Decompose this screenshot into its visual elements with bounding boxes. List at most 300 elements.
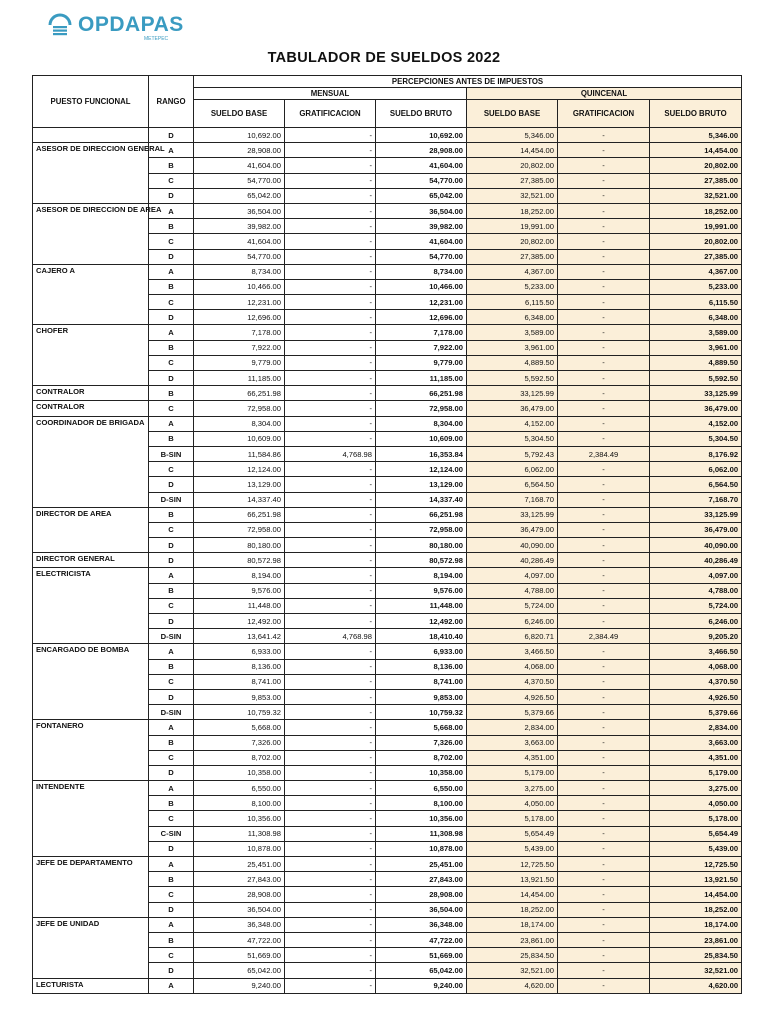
mensual-sueldo-bruto-cell: 9,576.00 [376,583,467,598]
mensual-sueldo-base-cell: 13,641.42 [194,629,285,644]
mensual-sueldo-base-cell: 7,326.00 [194,735,285,750]
quincenal-sueldo-bruto-cell: 27,385.00 [650,173,742,188]
mensual-gratificacion-cell: - [285,750,376,765]
rango-cell: B [149,279,194,294]
quincenal-sueldo-base-cell: 5,178.00 [467,811,558,826]
quincenal-sueldo-bruto-cell: 18,174.00 [650,917,742,932]
mensual-sueldo-base-cell: 28,908.00 [194,887,285,902]
mensual-gratificacion-cell: - [285,568,376,583]
quincenal-sueldo-base-cell: 4,620.00 [467,978,558,993]
mensual-sueldo-bruto-cell: 9,240.00 [376,978,467,993]
rango-cell: B [149,158,194,173]
table-row [33,917,742,932]
mensual-gratificacion-cell: - [285,917,376,932]
mensual-sueldo-bruto-cell: 10,609.00 [376,431,467,446]
mensual-gratificacion-cell: - [285,963,376,978]
table-row [33,644,742,659]
quincenal-sueldo-base-cell: 4,050.00 [467,796,558,811]
mensual-sueldo-base-cell: 27,843.00 [194,872,285,887]
quincenal-gratificacion-cell: - [558,310,650,325]
quincenal-sueldo-bruto-cell: 36,479.00 [650,522,742,537]
mensual-sueldo-base-cell: 9,779.00 [194,355,285,370]
mensual-sueldo-base-cell: 6,933.00 [194,644,285,659]
quincenal-gratificacion-cell: - [558,674,650,689]
mensual-gratificacion-cell: - [285,948,376,963]
rango-cell: D [149,614,194,629]
mensual-sueldo-base-cell: 8,100.00 [194,796,285,811]
rango-cell: C [149,401,194,416]
quincenal-sueldo-base-cell: 6,246.00 [467,614,558,629]
quincenal-sueldo-base-cell: 4,068.00 [467,659,558,674]
mensual-gratificacion-cell: - [285,765,376,780]
quincenal-sueldo-bruto-cell: 19,991.00 [650,219,742,234]
mensual-gratificacion-cell: - [285,841,376,856]
quincenal-sueldo-base-cell: 4,788.00 [467,583,558,598]
mensual-sueldo-base-cell: 12,696.00 [194,310,285,325]
quincenal-sueldo-bruto-cell: 4,351.00 [650,750,742,765]
rango-cell: A [149,720,194,735]
quincenal-gratificacion-cell: - [558,932,650,947]
rango-cell: D [149,902,194,917]
quincenal-sueldo-bruto-cell: 27,385.00 [650,249,742,264]
mensual-gratificacion-cell: - [285,720,376,735]
mensual-sueldo-base-cell: 41,604.00 [194,234,285,249]
mensual-sueldo-bruto-cell: 41,604.00 [376,158,467,173]
mensual-gratificacion-cell: - [285,689,376,704]
quincenal-sueldo-bruto-cell: 5,439.00 [650,841,742,856]
table-row [33,978,742,993]
quincenal-sueldo-bruto-cell: 4,788.00 [650,583,742,598]
mensual-sueldo-bruto-cell: 11,448.00 [376,598,467,613]
mensual-sueldo-base-cell: 11,584.86 [194,446,285,461]
quincenal-gratificacion-cell: - [558,948,650,963]
mensual-sueldo-bruto-cell: 9,853.00 [376,689,467,704]
mensual-sueldo-bruto-cell: 11,185.00 [376,371,467,386]
mensual-gratificacion-cell: - [285,431,376,446]
quincenal-gratificacion-cell: - [558,386,650,401]
quincenal-sueldo-bruto-cell: 5,304.50 [650,431,742,446]
mensual-sueldo-bruto-cell: 51,669.00 [376,948,467,963]
quincenal-sueldo-base-cell: 13,921.50 [467,872,558,887]
rango-cell: B [149,796,194,811]
rango-cell: C [149,234,194,249]
mensual-sueldo-base-cell: 14,337.40 [194,492,285,507]
quincenal-sueldo-base-cell: 27,385.00 [467,173,558,188]
mensual-sueldo-bruto-cell: 12,696.00 [376,310,467,325]
mensual-sueldo-base-cell: 36,504.00 [194,203,285,218]
mensual-sueldo-base-cell: 39,982.00 [194,219,285,234]
quincenal-gratificacion-cell: - [558,249,650,264]
rango-cell: A [149,325,194,340]
quincenal-sueldo-bruto-cell: 8,176.92 [650,446,742,461]
quincenal-sueldo-bruto-cell: 13,921.50 [650,872,742,887]
opdapas-logo-icon [48,14,72,36]
mensual-sueldo-base-cell: 66,251.98 [194,386,285,401]
quincenal-sueldo-bruto-cell: 4,097.00 [650,568,742,583]
rango-cell: B [149,932,194,947]
quincenal-sueldo-base-cell: 5,233.00 [467,279,558,294]
rango-cell: C [149,295,194,310]
quincenal-sueldo-base-cell: 2,834.00 [467,720,558,735]
table-row [33,386,742,401]
mensual-sueldo-bruto-cell: 36,504.00 [376,902,467,917]
quincenal-sueldo-bruto-cell: 5,233.00 [650,279,742,294]
quincenal-sueldo-bruto-cell: 4,068.00 [650,659,742,674]
table-row [33,568,742,583]
quincenal-sueldo-bruto-cell: 7,168.70 [650,492,742,507]
mensual-gratificacion-cell: 4,768.98 [285,446,376,461]
rango-cell: D-SIN [149,705,194,720]
header-rango: RANGO [149,76,194,128]
mensual-sueldo-bruto-cell: 72,958.00 [376,401,467,416]
rango-cell: A [149,416,194,431]
mensual-sueldo-bruto-cell: 8,702.00 [376,750,467,765]
quincenal-sueldo-bruto-cell: 4,152.00 [650,416,742,431]
quincenal-sueldo-bruto-cell: 4,926.50 [650,689,742,704]
quincenal-sueldo-base-cell: 3,663.00 [467,735,558,750]
mensual-gratificacion-cell: - [285,705,376,720]
rango-cell: D [149,477,194,492]
quincenal-gratificacion-cell: - [558,538,650,553]
mensual-sueldo-bruto-cell: 27,843.00 [376,872,467,887]
quincenal-gratificacion-cell: - [558,340,650,355]
mensual-gratificacion-cell: - [285,295,376,310]
table-row [33,325,742,340]
mensual-gratificacion-cell: - [285,477,376,492]
mensual-sueldo-bruto-cell: 80,572.98 [376,553,467,568]
rango-cell: B [149,507,194,522]
mensual-gratificacion-cell: - [285,325,376,340]
quincenal-gratificacion-cell: 2,384.49 [558,446,650,461]
quincenal-gratificacion-cell: - [558,917,650,932]
logo-subtext: METEPEC [144,36,169,42]
mensual-sueldo-base-cell: 10,759.32 [194,705,285,720]
quincenal-sueldo-bruto-cell: 18,252.00 [650,902,742,917]
mensual-sueldo-base-cell: 7,178.00 [194,325,285,340]
mensual-sueldo-base-cell: 8,136.00 [194,659,285,674]
puesto-cell: JEFE DE UNIDAD [33,917,149,978]
mensual-sueldo-base-cell: 10,692.00 [194,128,285,143]
rango-cell: D [149,841,194,856]
mensual-gratificacion-cell: - [285,462,376,477]
rango-cell: D [149,128,194,143]
mensual-gratificacion-cell: - [285,264,376,279]
table-row [33,264,742,279]
quincenal-sueldo-base-cell: 7,168.70 [467,492,558,507]
quincenal-sueldo-bruto-cell: 20,802.00 [650,234,742,249]
rango-cell: C [149,355,194,370]
quincenal-sueldo-base-cell: 5,592.50 [467,371,558,386]
quincenal-sueldo-base-cell: 6,062.00 [467,462,558,477]
quincenal-sueldo-base-cell: 4,097.00 [467,568,558,583]
mensual-gratificacion-cell: - [285,872,376,887]
quincenal-sueldo-base-cell: 23,861.00 [467,932,558,947]
mensual-gratificacion-cell: - [285,826,376,841]
quincenal-gratificacion-cell: - [558,902,650,917]
quincenal-sueldo-base-cell: 4,152.00 [467,416,558,431]
rango-cell: A [149,781,194,796]
mensual-sueldo-bruto-cell: 65,042.00 [376,188,467,203]
mensual-sueldo-bruto-cell: 47,722.00 [376,932,467,947]
mensual-sueldo-bruto-cell: 66,251.98 [376,386,467,401]
mensual-sueldo-base-cell: 7,922.00 [194,340,285,355]
header-quincenal-sueldo-base: SUELDO BASE [467,100,558,128]
quincenal-gratificacion-cell: - [558,462,650,477]
quincenal-sueldo-bruto-cell: 6,115.50 [650,295,742,310]
table-row [33,857,742,872]
mensual-sueldo-base-cell: 47,722.00 [194,932,285,947]
quincenal-sueldo-bruto-cell: 33,125.99 [650,507,742,522]
quincenal-gratificacion-cell: - [558,598,650,613]
rango-cell: C-SIN [149,826,194,841]
quincenal-gratificacion-cell: - [558,522,650,537]
rango-cell: B [149,872,194,887]
quincenal-gratificacion-cell: - [558,219,650,234]
quincenal-sueldo-base-cell: 18,252.00 [467,902,558,917]
quincenal-sueldo-bruto-cell: 5,179.00 [650,765,742,780]
quincenal-sueldo-bruto-cell: 3,275.00 [650,781,742,796]
mensual-sueldo-base-cell: 8,304.00 [194,416,285,431]
quincenal-sueldo-bruto-cell: 9,205.20 [650,629,742,644]
quincenal-gratificacion-cell: - [558,781,650,796]
mensual-gratificacion-cell: - [285,553,376,568]
rango-cell: B [149,431,194,446]
quincenal-sueldo-bruto-cell: 5,654.49 [650,826,742,841]
mensual-sueldo-base-cell: 54,770.00 [194,173,285,188]
quincenal-gratificacion-cell: - [558,689,650,704]
quincenal-gratificacion-cell: - [558,371,650,386]
mensual-sueldo-bruto-cell: 8,100.00 [376,796,467,811]
mensual-sueldo-base-cell: 12,492.00 [194,614,285,629]
quincenal-sueldo-base-cell: 6,115.50 [467,295,558,310]
mensual-gratificacion-cell: - [285,583,376,598]
quincenal-sueldo-base-cell: 3,275.00 [467,781,558,796]
quincenal-gratificacion-cell: - [558,295,650,310]
mensual-gratificacion-cell: - [285,355,376,370]
quincenal-sueldo-base-cell: 3,589.00 [467,325,558,340]
mensual-sueldo-bruto-cell: 18,410.40 [376,629,467,644]
mensual-gratificacion-cell: - [285,781,376,796]
quincenal-sueldo-bruto-cell: 25,834.50 [650,948,742,963]
quincenal-sueldo-bruto-cell: 6,564.50 [650,477,742,492]
puesto-cell: COORDINADOR DE BRIGADA [33,416,149,507]
mensual-sueldo-base-cell: 12,231.00 [194,295,285,310]
mensual-gratificacion-cell: - [285,416,376,431]
mensual-sueldo-bruto-cell: 25,451.00 [376,857,467,872]
mensual-gratificacion-cell: - [285,143,376,158]
rango-cell: A [149,644,194,659]
mensual-sueldo-bruto-cell: 36,504.00 [376,203,467,218]
quincenal-sueldo-bruto-cell: 6,246.00 [650,614,742,629]
quincenal-sueldo-bruto-cell: 18,252.00 [650,203,742,218]
quincenal-sueldo-base-cell: 5,792.43 [467,446,558,461]
mensual-sueldo-bruto-cell: 10,358.00 [376,765,467,780]
quincenal-sueldo-base-cell: 5,179.00 [467,765,558,780]
mensual-sueldo-bruto-cell: 8,734.00 [376,264,467,279]
quincenal-gratificacion-cell: - [558,431,650,446]
quincenal-sueldo-base-cell: 4,370.50 [467,674,558,689]
mensual-gratificacion-cell: - [285,811,376,826]
quincenal-gratificacion-cell: 2,384.49 [558,629,650,644]
header-mensual: MENSUAL [194,88,467,100]
quincenal-gratificacion-cell: - [558,765,650,780]
rango-cell: A [149,143,194,158]
mensual-sueldo-bruto-cell: 6,550.00 [376,781,467,796]
quincenal-gratificacion-cell: - [558,416,650,431]
quincenal-sueldo-bruto-cell: 36,479.00 [650,401,742,416]
quincenal-gratificacion-cell: - [558,279,650,294]
mensual-gratificacion-cell: - [285,401,376,416]
mensual-sueldo-bruto-cell: 7,178.00 [376,325,467,340]
quincenal-gratificacion-cell: - [558,857,650,872]
quincenal-gratificacion-cell: - [558,705,650,720]
rango-cell: B [149,735,194,750]
rango-cell: A [149,203,194,218]
mensual-sueldo-base-cell: 72,958.00 [194,522,285,537]
quincenal-gratificacion-cell: - [558,234,650,249]
mensual-gratificacion-cell: - [285,340,376,355]
rango-cell: D-SIN [149,629,194,644]
quincenal-sueldo-base-cell: 36,479.00 [467,401,558,416]
mensual-gratificacion-cell: 4,768.98 [285,629,376,644]
rango-cell: C [149,750,194,765]
mensual-sueldo-bruto-cell: 10,878.00 [376,841,467,856]
mensual-sueldo-bruto-cell: 12,492.00 [376,614,467,629]
quincenal-sueldo-bruto-cell: 23,861.00 [650,932,742,947]
quincenal-sueldo-base-cell: 4,351.00 [467,750,558,765]
rango-cell: C [149,811,194,826]
mensual-sueldo-bruto-cell: 12,124.00 [376,462,467,477]
mensual-gratificacion-cell: - [285,249,376,264]
quincenal-sueldo-base-cell: 12,725.50 [467,857,558,872]
quincenal-sueldo-bruto-cell: 14,454.00 [650,143,742,158]
table-row [33,128,742,143]
rango-cell: A [149,857,194,872]
mensual-sueldo-bruto-cell: 9,779.00 [376,355,467,370]
mensual-sueldo-base-cell: 66,251.98 [194,507,285,522]
mensual-sueldo-base-cell: 80,180.00 [194,538,285,553]
mensual-sueldo-base-cell: 10,358.00 [194,765,285,780]
mensual-sueldo-bruto-cell: 8,194.00 [376,568,467,583]
quincenal-sueldo-base-cell: 33,125.99 [467,386,558,401]
quincenal-gratificacion-cell: - [558,264,650,279]
puesto-cell [33,128,149,143]
quincenal-sueldo-bruto-cell: 4,620.00 [650,978,742,993]
quincenal-sueldo-bruto-cell: 5,592.50 [650,371,742,386]
quincenal-sueldo-base-cell: 18,252.00 [467,203,558,218]
quincenal-sueldo-bruto-cell: 5,379.66 [650,705,742,720]
mensual-sueldo-base-cell: 9,240.00 [194,978,285,993]
mensual-sueldo-bruto-cell: 13,129.00 [376,477,467,492]
rango-cell: D-SIN [149,492,194,507]
quincenal-sueldo-base-cell: 6,564.50 [467,477,558,492]
mensual-gratificacion-cell: - [285,219,376,234]
quincenal-sueldo-base-cell: 25,834.50 [467,948,558,963]
mensual-gratificacion-cell: - [285,522,376,537]
puesto-cell: ASESOR DE DIRECCION DE AREA [33,203,149,264]
rango-cell: C [149,948,194,963]
mensual-gratificacion-cell: - [285,188,376,203]
quincenal-sueldo-bruto-cell: 20,802.00 [650,158,742,173]
mensual-sueldo-base-cell: 54,770.00 [194,249,285,264]
mensual-sueldo-bruto-cell: 10,356.00 [376,811,467,826]
rango-cell: D [149,963,194,978]
table-row [33,143,742,158]
quincenal-sueldo-bruto-cell: 4,050.00 [650,796,742,811]
mensual-gratificacion-cell: - [285,173,376,188]
quincenal-gratificacion-cell: - [558,173,650,188]
quincenal-gratificacion-cell: - [558,203,650,218]
mensual-gratificacion-cell: - [285,659,376,674]
mensual-gratificacion-cell: - [285,887,376,902]
mensual-gratificacion-cell: - [285,598,376,613]
puesto-cell: ENCARGADO DE BOMBA [33,644,149,720]
quincenal-gratificacion-cell: - [558,583,650,598]
quincenal-sueldo-bruto-cell: 5,724.00 [650,598,742,613]
mensual-sueldo-bruto-cell: 16,353.84 [376,446,467,461]
puesto-cell: DIRECTOR DE AREA [33,507,149,553]
puesto-cell: LECTURISTA [33,978,149,993]
quincenal-sueldo-base-cell: 5,654.49 [467,826,558,841]
quincenal-sueldo-base-cell: 5,439.00 [467,841,558,856]
mensual-gratificacion-cell: - [285,857,376,872]
quincenal-sueldo-base-cell: 6,820.71 [467,629,558,644]
quincenal-sueldo-base-cell: 5,379.66 [467,705,558,720]
mensual-gratificacion-cell: - [285,279,376,294]
mensual-sueldo-bruto-cell: 41,604.00 [376,234,467,249]
quincenal-sueldo-bruto-cell: 4,367.00 [650,264,742,279]
mensual-sueldo-base-cell: 65,042.00 [194,963,285,978]
mensual-sueldo-base-cell: 10,878.00 [194,841,285,856]
header-quincenal: QUINCENAL [467,88,742,100]
quincenal-sueldo-base-cell: 20,802.00 [467,234,558,249]
quincenal-gratificacion-cell: - [558,128,650,143]
mensual-sueldo-base-cell: 5,668.00 [194,720,285,735]
mensual-sueldo-base-cell: 8,741.00 [194,674,285,689]
mensual-sueldo-base-cell: 11,308.98 [194,826,285,841]
mensual-sueldo-bruto-cell: 10,466.00 [376,279,467,294]
mensual-gratificacion-cell: - [285,614,376,629]
quincenal-gratificacion-cell: - [558,750,650,765]
rango-cell: B [149,659,194,674]
mensual-sueldo-bruto-cell: 66,251.98 [376,507,467,522]
mensual-sueldo-bruto-cell: 65,042.00 [376,963,467,978]
mensual-gratificacion-cell: - [285,234,376,249]
quincenal-gratificacion-cell: - [558,507,650,522]
mensual-sueldo-base-cell: 9,576.00 [194,583,285,598]
mensual-gratificacion-cell: - [285,978,376,993]
mensual-sueldo-bruto-cell: 11,308.98 [376,826,467,841]
mensual-sueldo-base-cell: 25,451.00 [194,857,285,872]
mensual-gratificacion-cell: - [285,203,376,218]
mensual-sueldo-bruto-cell: 8,136.00 [376,659,467,674]
table-row [33,203,742,218]
rango-cell: B [149,340,194,355]
quincenal-sueldo-bruto-cell: 3,663.00 [650,735,742,750]
puesto-cell: JEFE DE DEPARTAMENTO [33,857,149,918]
quincenal-sueldo-bruto-cell: 14,454.00 [650,887,742,902]
quincenal-sueldo-base-cell: 32,521.00 [467,963,558,978]
quincenal-sueldo-base-cell: 6,348.00 [467,310,558,325]
mensual-sueldo-bruto-cell: 10,759.32 [376,705,467,720]
mensual-sueldo-base-cell: 11,185.00 [194,371,285,386]
mensual-gratificacion-cell: - [285,158,376,173]
quincenal-gratificacion-cell: - [558,492,650,507]
mensual-sueldo-bruto-cell: 72,958.00 [376,522,467,537]
mensual-sueldo-base-cell: 80,572.98 [194,553,285,568]
header-mensual-gratificacion: GRATIFICACION [285,100,376,128]
mensual-sueldo-base-cell: 10,356.00 [194,811,285,826]
